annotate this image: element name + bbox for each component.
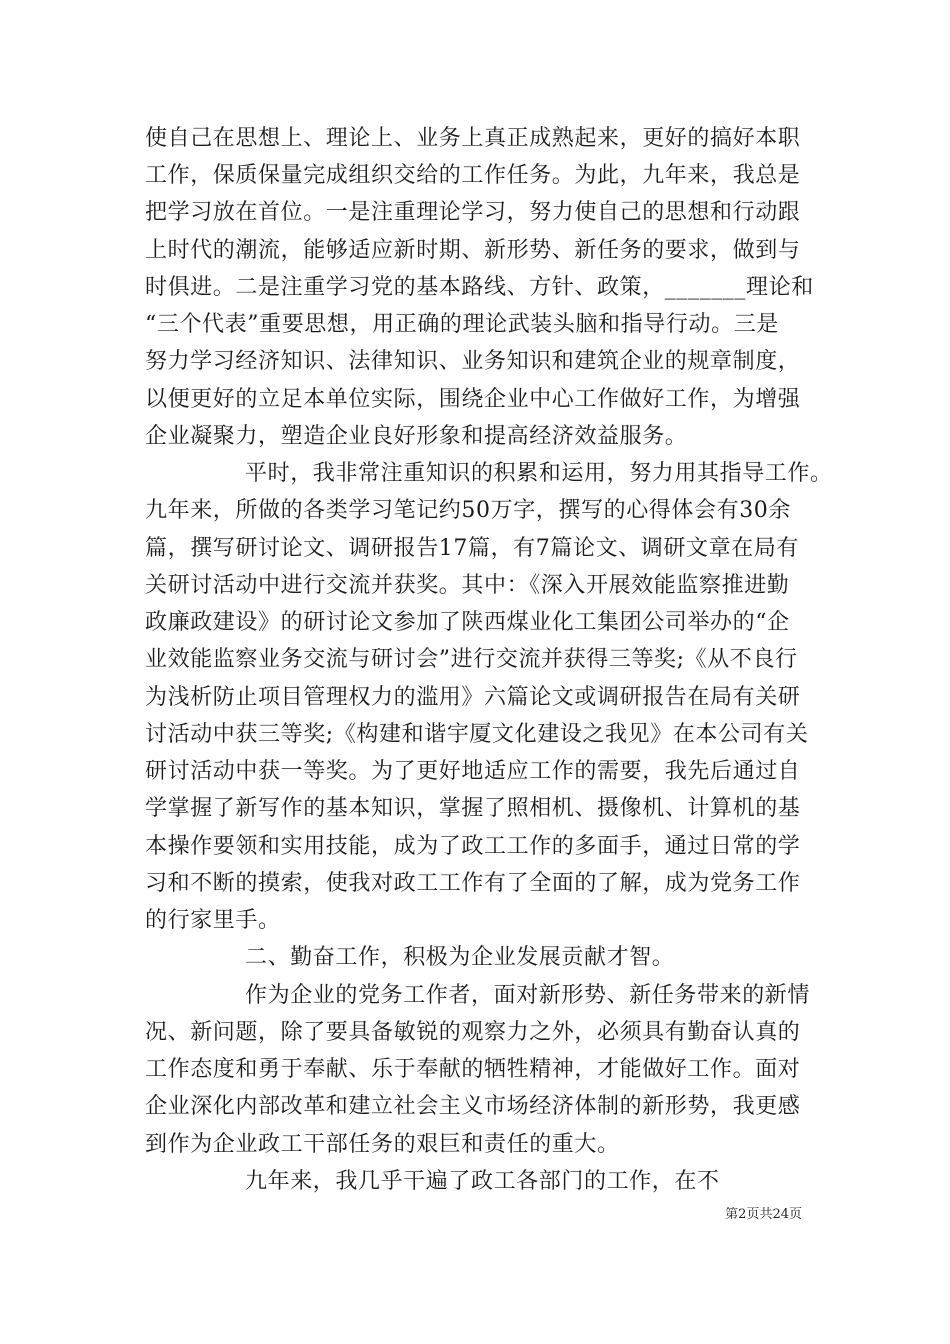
text-line: 时俱进。二是注重学习党的基本路线、方针、政策，_______理论和	[145, 275, 814, 300]
page-footer	[0, 1203, 950, 1222]
text-line: 篇，撰写研讨论文、调研报告17篇，有7篇论文、调研文章在局有	[145, 536, 799, 561]
paragraph-first-line: 九年来，我几乎干遍了政工各部门的工作，在不	[245, 1169, 720, 1194]
text-line: 九年来，所做的各类学习笔记约50万字，撰写的心得体会有30余	[145, 498, 791, 523]
text-line: 业效能监察业务交流与研讨会”进行交流并获得三等奖;《从不良行	[145, 647, 798, 672]
text-line: 工作，保质保量完成组织交给的工作任务。为此，九年来，我总是	[145, 163, 801, 188]
text-line: 况、新问题，除了要具备敏锐的观察力之外，必须具有勤奋认真的	[145, 1020, 801, 1045]
text-line: 使自己在思想上、理论上、业务上真正成熟起来，更好的搞好本职	[145, 126, 801, 151]
section-heading: 二、勤奋工作，积极为企业发展贡献才智。	[245, 945, 675, 970]
text-line: 本操作要领和实用技能，成为了政工工作的多面手，通过日常的学	[145, 834, 801, 859]
text-line: 讨活动中获三等奖;《构建和谐宇厦文化建设之我见》在本公司有关	[145, 722, 809, 747]
text-line: 的行家里手。	[145, 908, 281, 933]
text-line: 企业深化内部改革和建立社会主义市场经济体制的新形势，我更感	[145, 1094, 801, 1119]
text-line: “三个代表”重要思想，用正确的理论武装头脑和指导行动。三是	[145, 312, 779, 337]
paragraph-first-line: 作为企业的党务工作者，面对新形势、新任务带来的新情	[245, 983, 811, 1008]
text-line: 政廉政建设》的研讨论文参加了陕西煤业化工集团公司举办的“企	[145, 610, 790, 635]
page-number: 第2页共24页	[725, 1207, 802, 1222]
text-line: 学掌握了新写作的基本知识，掌握了照相机、摄像机、计算机的基	[145, 796, 801, 821]
paragraph-first-line: 平时，我非常注重知识的积累和运用，努力用其指导工作。	[245, 461, 833, 486]
text-line: 关研讨活动中进行交流并获奖。其中：《深入开展效能监察推进勤	[145, 573, 790, 598]
text-line: 企业凝聚力，塑造企业良好形象和提高经济效益服务。	[145, 424, 688, 449]
text-line: 到作为企业政工干部任务的艰巨和责任的重大。	[145, 1132, 620, 1157]
text-line: 把学习放在首位。一是注重理论学习，努力使自己的思想和行动跟	[145, 200, 801, 225]
text-line: 努力学习经济知识、法律知识、业务知识和建筑企业的规章制度，	[145, 349, 801, 374]
text-line: 工作态度和勇于奉献、乐于奉献的牺牲精神，才能做好工作。面对	[145, 1057, 801, 1082]
text-line: 上时代的潮流，能够适应新时期、新形势、新任务的要求，做到与	[145, 238, 801, 263]
text-line: 以便更好的立足本单位实际，围绕企业中心工作做好工作，为增强	[145, 387, 801, 412]
text-line: 研讨活动中获一等奖。为了更好地适应工作的需要，我先后通过自	[145, 759, 801, 784]
text-line: 习和不断的摸索，使我对政工工作有了全面的了解，成为党务工作	[145, 871, 801, 896]
text-line: 为浅析防止项目管理权力的滥用》六篇论文或调研报告在局有关研	[145, 685, 801, 710]
